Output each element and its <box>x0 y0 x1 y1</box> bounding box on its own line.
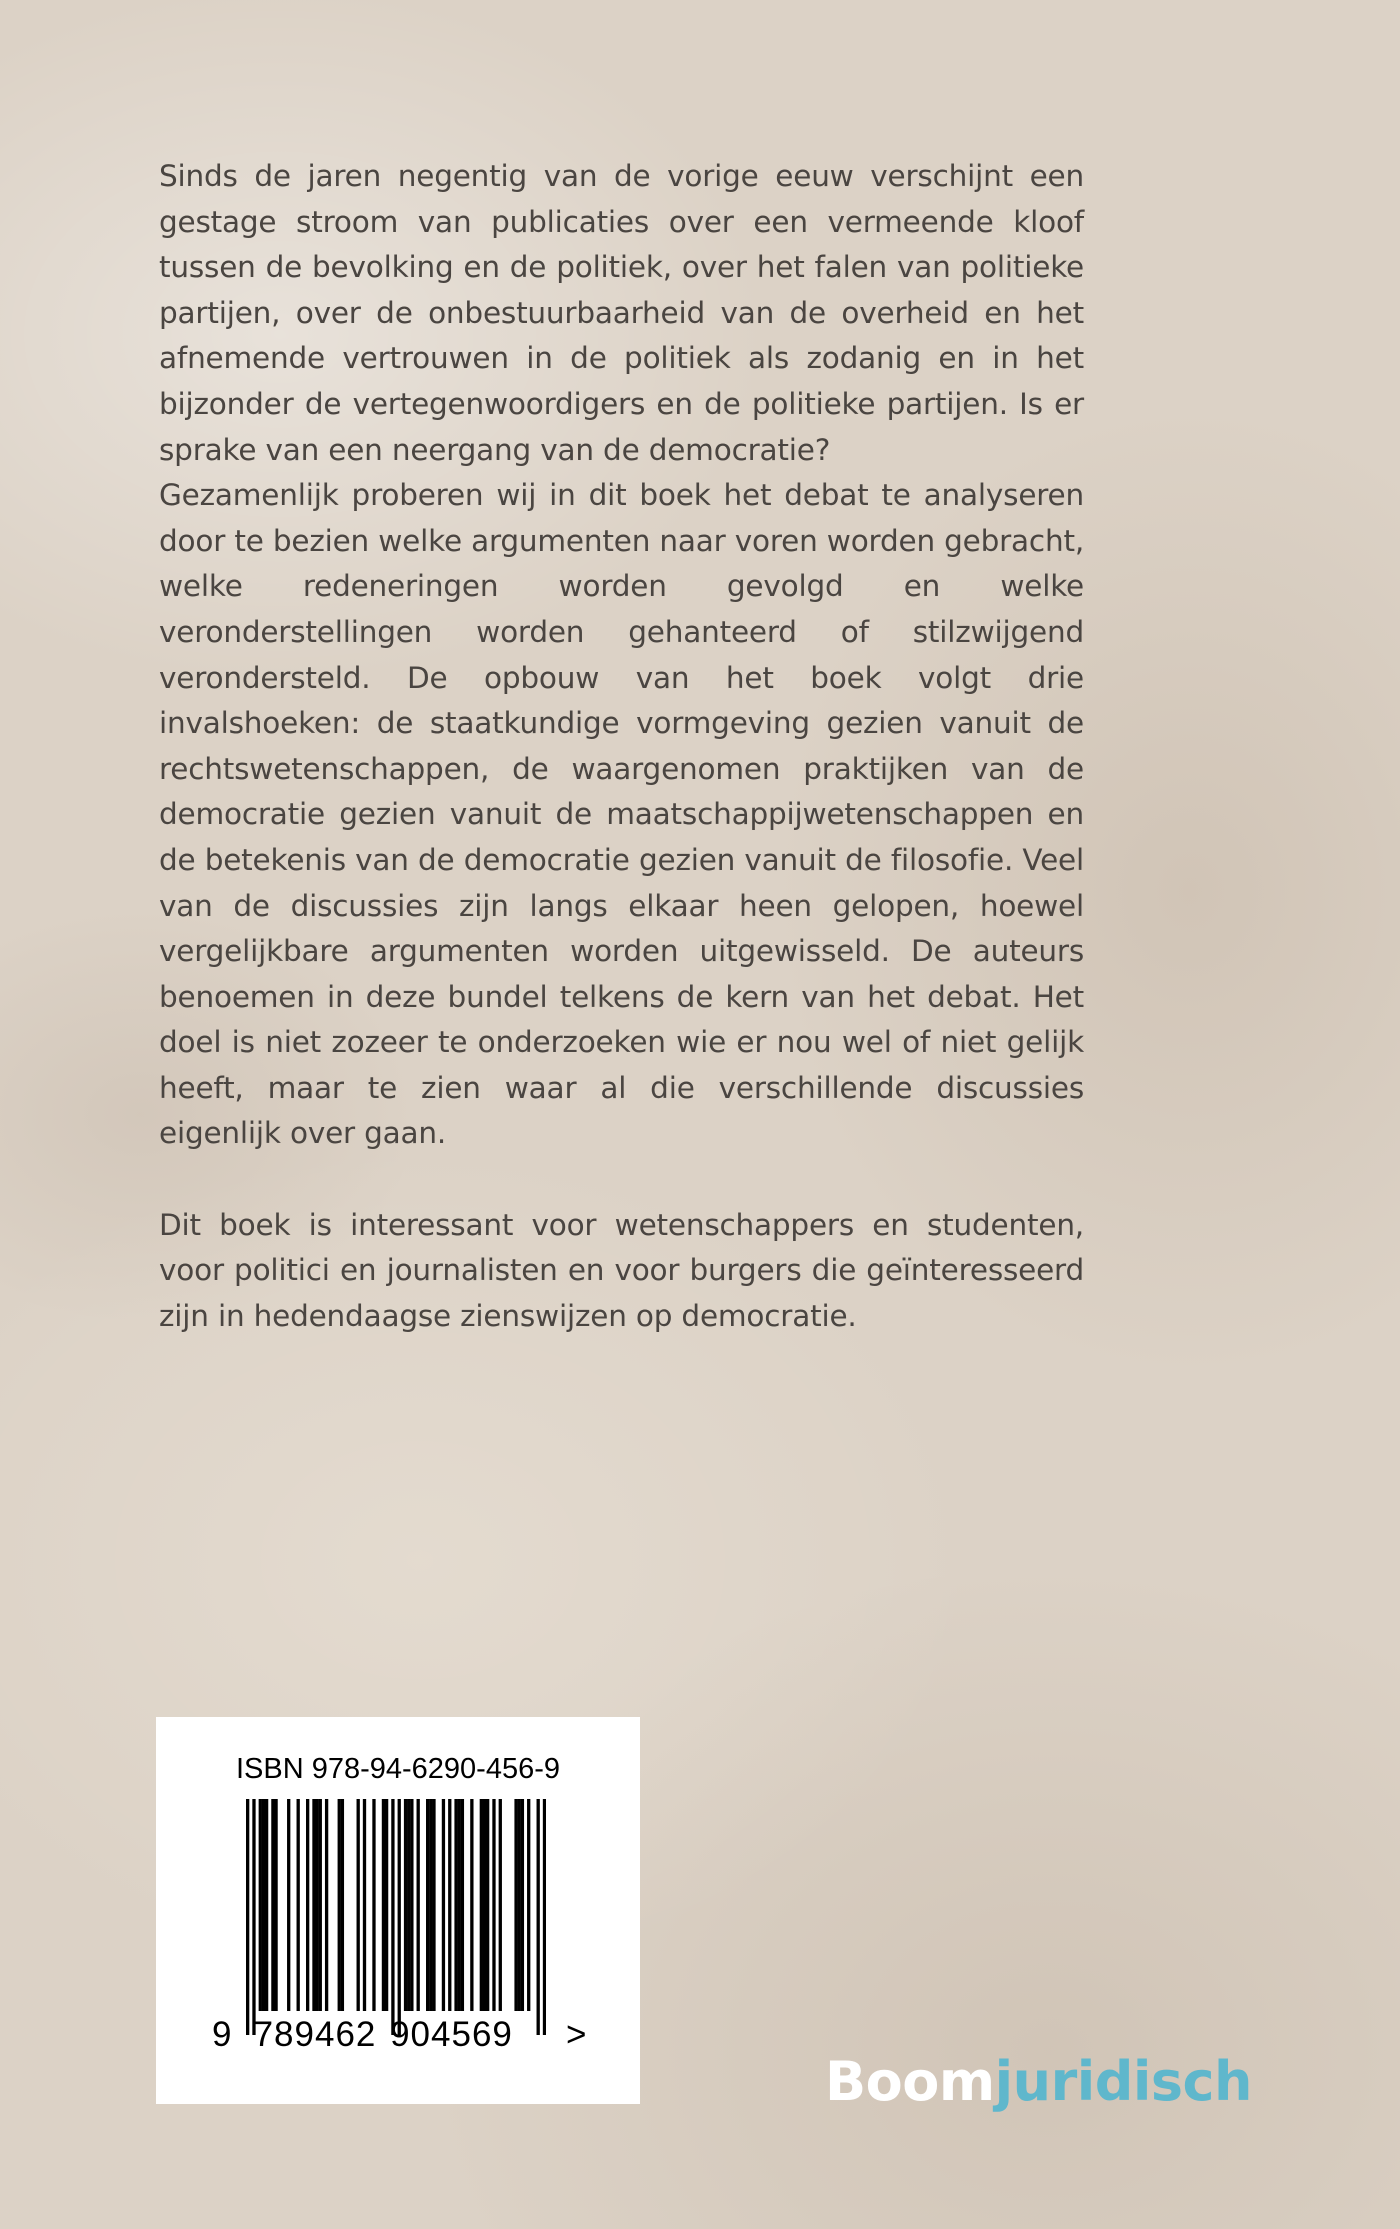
publisher-logo-boom: Boom <box>825 2050 995 2113</box>
barcode-bar <box>486 1799 489 2011</box>
barcode-bar <box>461 1799 464 2011</box>
isbn-label: ISBN 978-94-6290-456-9 <box>235 1753 561 1785</box>
barcode-bar <box>382 1799 385 2011</box>
barcode-bar <box>297 1799 300 2011</box>
barcode-bar <box>252 1799 255 2035</box>
barcode-bar <box>432 1799 435 2011</box>
barcode-bar <box>319 1799 322 2011</box>
barcode-bar <box>372 1799 375 2011</box>
barcode-bar <box>357 1799 360 2011</box>
publisher-logo-juridisch: juridisch <box>994 2050 1252 2113</box>
barcode-bar <box>407 1799 410 2011</box>
barcode-bar <box>543 1799 546 2035</box>
barcode-bar <box>306 1799 309 2011</box>
barcode-bar <box>499 1799 502 2011</box>
barcode-bar <box>527 1799 530 2011</box>
barcode-bar <box>312 1799 315 2011</box>
blurb-text <box>159 154 1084 1339</box>
blurb-paragraph-2: Gezamenlijk proberen wij in dit boek het debat te analyseren door te bezien welke argumenten naar voren worden gebracht, welke redeneringen worden gevolgd en welke veronderstellingen worden gehanteerd of stilzwijgend verondersteld. De opbouw van het boek volgt drie invalshoeken: de staatkundige vormgeving gezien vanuit de rechtswetenschappen, de waargenomen praktijken van de democratie gezien vanuit de maatschappijwetenschappen en de betekenis van de democratie gezien vanuit de filosofie. Veel van de discussies zijn langs elkaar heen gelopen, hoewel vergelijkbare argumenten worden uitgewisseld. De auteurs benoemen in deze bundel telkens de kern van het debat. Het doel is niet zozeer te onderzoeken wie er nou wel of niet gelijk heeft, maar te zien waar al die verschillende discussies eigenlijk over gaan. <box>159 478 1084 1151</box>
barcode-bar <box>271 1799 274 2011</box>
barcode-bar <box>480 1799 483 2011</box>
barcode-bar <box>426 1799 429 2011</box>
barcode-icon <box>246 1799 546 2039</box>
barcode-bar <box>521 1799 524 2011</box>
barcode-bar <box>454 1799 457 2011</box>
barcode-bar <box>492 1799 495 2011</box>
barcode-bar <box>448 1799 451 2011</box>
barcode-bar <box>385 1799 388 2011</box>
barcode-box <box>156 1717 640 2104</box>
barcode-bar <box>470 1799 473 2011</box>
barcode-bar <box>274 1799 277 2011</box>
barcode-bar <box>404 1799 407 2011</box>
barcode-bar <box>391 1799 394 2035</box>
barcode-bar <box>410 1799 413 2011</box>
barcode-bar <box>265 1799 268 2011</box>
ean-right-group: 904569 <box>390 2015 513 2054</box>
barcode-bar <box>518 1799 521 2011</box>
barcode-bar <box>315 1799 318 2011</box>
blurb-paragraph-3: Dit boek is interessant voor wetenschappers en studenten, voor politici en journalisten en voor burgers die geïnteresseerd zijn in hedendaagse zienswijzen op democratie. <box>159 1207 1084 1333</box>
ean-left-group: 789462 <box>253 2015 377 2054</box>
barcode-bar <box>262 1799 265 2011</box>
barcode-bar <box>442 1799 445 2011</box>
barcode-bar <box>429 1799 432 2011</box>
barcode-bar <box>341 1799 344 2011</box>
blurb-paragraph-1: Sinds de jaren negentig van de vorige eeuw verschijnt een gestage stroom van publicaties over een vermeende kloof tussen de bevolking en de politiek, over het falen van politieke partijen, over de onbestuurbaarheid van de overheid en het afnemende vertrouwen in de politiek als zodanig en in het bijzonder de vertegenwoordigers en de politieke partijen. Is er sprake van een neergang van de democratie? <box>159 159 1084 467</box>
barcode-bar <box>363 1799 366 2011</box>
barcode-bar <box>287 1799 290 2011</box>
barcode-bar <box>259 1799 262 2011</box>
barcode-bar <box>325 1799 328 2011</box>
ean-first-digit: 9 <box>212 2015 232 2054</box>
barcode-bar <box>246 1799 249 2035</box>
barcode-bar <box>537 1799 540 2035</box>
barcode-bar <box>338 1799 341 2011</box>
barcode-bar <box>514 1799 517 2011</box>
publisher-logo <box>825 2050 1252 2113</box>
barcode-bar <box>398 1799 401 2035</box>
barcode-bar <box>458 1799 461 2011</box>
barcode-bar <box>417 1799 420 2011</box>
ean-quiet-zone-mark: > <box>566 2015 587 2054</box>
barcode-bar <box>483 1799 486 2011</box>
